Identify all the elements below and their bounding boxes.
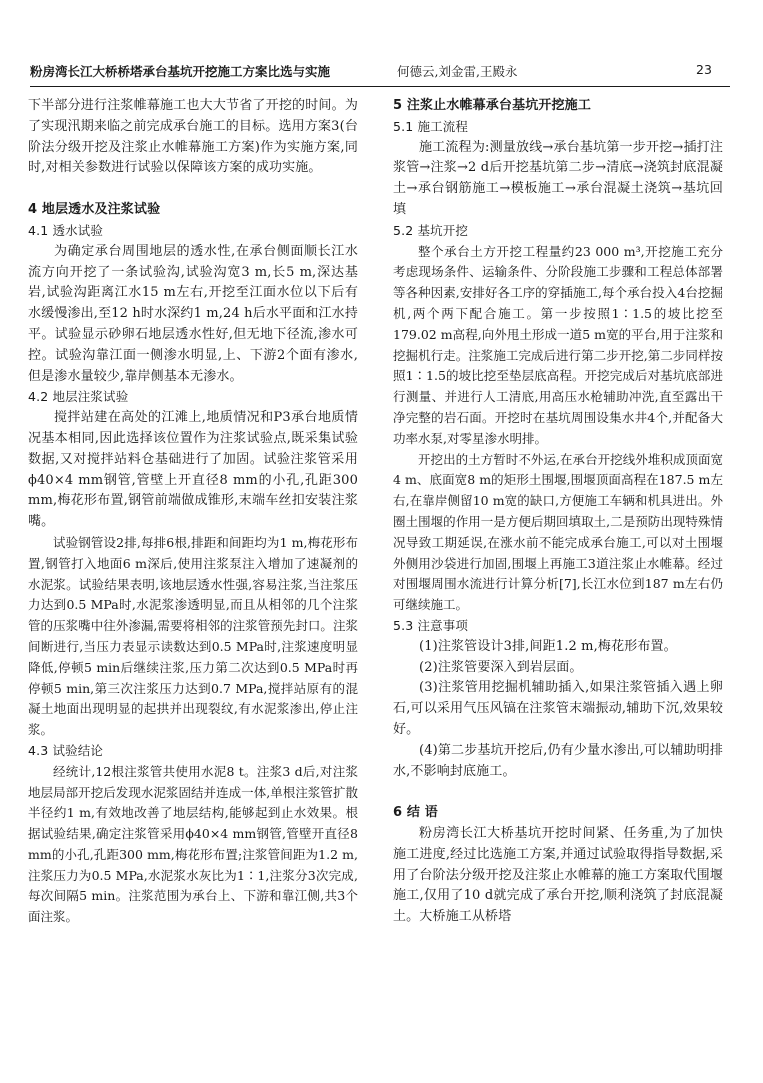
note-item-4: (4)第二步基坑开挖后,仍有少量水渗出,可以辅助明排水,不影响封底施工。 bbox=[393, 742, 723, 779]
section-4-2-heading: 4.2 地层注浆试验 bbox=[28, 389, 129, 405]
section-4-3-paragraph: 经统计,12根注浆管共使用水泥8 t。注浆3 d后,对注浆地层局部开挖后发现水泥浆固结并连成一体,单根注浆管扩散半径约1 m,有效地改善了地层结构,能够起到止水效果。根据试验结果,确定注浆管采用ϕ40×4 mm钢管,管壁开直径8 mm的小孔,孔距300 mm,梅花形布置;注浆管间距为1.2 m,注浆压力为0.5 MPa,水泥浆水灰比为1∶1,注浆分3次完成,每次间隔5 min。注浆范围为承台上、下游和靠江侧,共3个面注浆。 bbox=[28, 763, 358, 925]
header-rule bbox=[30, 86, 730, 87]
section-gap bbox=[393, 782, 723, 803]
section-5-2-heading: 5.2 基坑开挖 bbox=[393, 222, 469, 238]
note-item-3: (3)注浆管用挖掘机辅助插入,如果注浆管插入遇上卵石,可以采用气压风镐在注浆管末端振动,辅助下沉,效果较好。 bbox=[393, 680, 723, 737]
running-header bbox=[30, 62, 730, 82]
section-gap bbox=[28, 179, 358, 200]
section-5-3-heading: 5.3 注意事项 bbox=[393, 617, 469, 633]
section-5-1-heading: 5.1 施工流程 bbox=[393, 118, 469, 134]
section-5-1-paragraph: 施工流程为:测量放线→承台基坑第一步开挖→插打注浆管→注浆→2 d后开挖基坑第二步→清底→浇筑封底混凝土→承台钢筋施工→模板施工→承台混凝土浇筑→基坑回填 bbox=[393, 139, 723, 217]
left-column bbox=[28, 96, 358, 928]
section-4-2-paragraph-2: 试验钢管设2排,每排6根,排距和间距均为1 m,梅花形布置,钢管打入地面6 m深后,使用注浆泵注入增加了速凝剂的水泥浆。试验结果表明,该地层透水性强,容易注浆,当注浆压力达到0.5 MPa时,水泥浆渗透明显,而且从相邻的几个注浆管的压浆嘴中往外渗漏,需要将相邻的注浆管预先封口。注浆间断进行,当压力表显示读数达到0.5 MPa时,注浆速度明显降低,停顿5 min后继续注浆,压力第二次达到0.5 MPa时再停顿5 min,第三次注浆压力达到0.7 MPa,搅拌站原有的混凝土地面出现明显的起拱并出现裂纹,有水泥浆渗出,停止注浆。 bbox=[28, 534, 358, 738]
section-4-1-heading: 4.1 透水试验 bbox=[28, 222, 104, 238]
intro-paragraph: 下半部分进行注浆帷幕施工也大大节省了开挖的时间。为了实现汛期来临之前完成承台施工的目标。选用方案3(台阶法分级开挖及注浆止水帷幕施工方案)作为实施方案,同时,对相关参数进行试验以保障该方案的成功实施。 bbox=[28, 98, 358, 176]
section-5-2-paragraph-1: 整个承台土方开挖工程量约23 000 m³,开挖施工充分考虑现场条件、运输条件、分阶段施工步骤和工程总体部署等各种因素,安排好各工序的穿插施工,每个承台投入4台挖掘机,两个两下配合施工。第一步按照1∶1.5的坡比挖至179.02 m高程,向外甩土形成一道5 m宽的平台,用于注浆和挖掘机行走。注浆施工完成后进行第二步开挖,第二步同样按照1∶1.5的坡比挖至垫层底高程。开挖完成后对基坑底部进行测量、并进行人工清底,用高压水枪辅助冲洗,直至露出干净完整的岩石面。开挖时在基坑周围设集水井4个,并配备大功率水泵,对零星渗水明排。 bbox=[393, 243, 723, 446]
header-authors: 何德云,刘金雷,王殿永 bbox=[397, 64, 518, 79]
section-4-2-paragraph-1: 搅拌站建在高处的江滩上,地质情况和P3承台地质情况基本相同,因此选择该位置作为注浆试验点,既采集试验数据,又对搅拌站料仓基础进行了加固。试验注浆管采用ϕ40×4 mm钢管,管壁上开直径8 mm的小孔,孔距300 mm,梅花形布置,钢管前端做成锥形,末端车丝扣安装注浆嘴。 bbox=[28, 410, 358, 530]
conclusion-paragraph: 粉房湾长江大桥基坑开挖时间紧、任务重,为了加快施工进度,经过比选施工方案,并通过试验取得指导数据,采用了台阶法分级开挖及注浆止水帷幕的施工方案取代围堰施工,仅用了10 d就完成了承台开挖,顺利浇筑了封底混凝土。大桥施工从桥塔 bbox=[393, 826, 723, 925]
section-4-1-paragraph: 为确定承台周围地层的透水性,在承台侧面顺长江水流方向开挖了一条试验沟,试验沟宽3 m,长5 m,深达基岩,试验沟距离江水15 m左右,开挖至江面水位以下后有水缓慢渗出,至12 h时水深约1 m,24 h后水平面和江水持平。试验显示砂卵石地层透水性好,但无地下径流,渗水可控。试验沟靠江面一侧渗水明显,上、下游2个面有渗水,但是渗水量较少,靠岸侧基本无渗水。 bbox=[28, 243, 358, 384]
section-4-3-heading: 4.3 试验结论 bbox=[28, 742, 104, 758]
note-item-2: (2)注浆管要深入到岩层面。 bbox=[419, 659, 583, 675]
note-item-1: (1)注浆管设计3排,间距1.2 m,梅花形布置。 bbox=[419, 638, 677, 654]
section-4-heading: 4 地层透水及注浆试验 bbox=[28, 202, 161, 218]
page-number: 23 bbox=[696, 62, 712, 77]
right-column bbox=[393, 96, 723, 928]
section-6-heading: 6 结 语 bbox=[393, 805, 438, 821]
section-5-heading: 5 注浆止水帷幕承台基坑开挖施工 bbox=[393, 98, 591, 113]
journal-article-title: 粉房湾长江大桥桥塔承台基坑开挖施工方案比选与实施 bbox=[30, 64, 331, 79]
section-5-2-paragraph-2: 开挖出的土方暂时不外运,在承台开挖线外堆积成顶面宽4 m、底面宽8 m的矩形土围堰,围堰顶面高程在187.5 m左右,在靠岸侧留10 m宽的缺口,方便施工车辆和机具进出。外圈土围堰的作用一是方便后期回填取土,二是预防出现特殊情况导致工期延误,在涨水前不能完成承台施工,可以对土围堰外侧用沙袋进行加固,围堰上再施工3道注浆止水帷幕。经过对围堰周围水流进行计算分析[7],长江水位到187 m左右仍可继续施工。 bbox=[393, 451, 723, 613]
